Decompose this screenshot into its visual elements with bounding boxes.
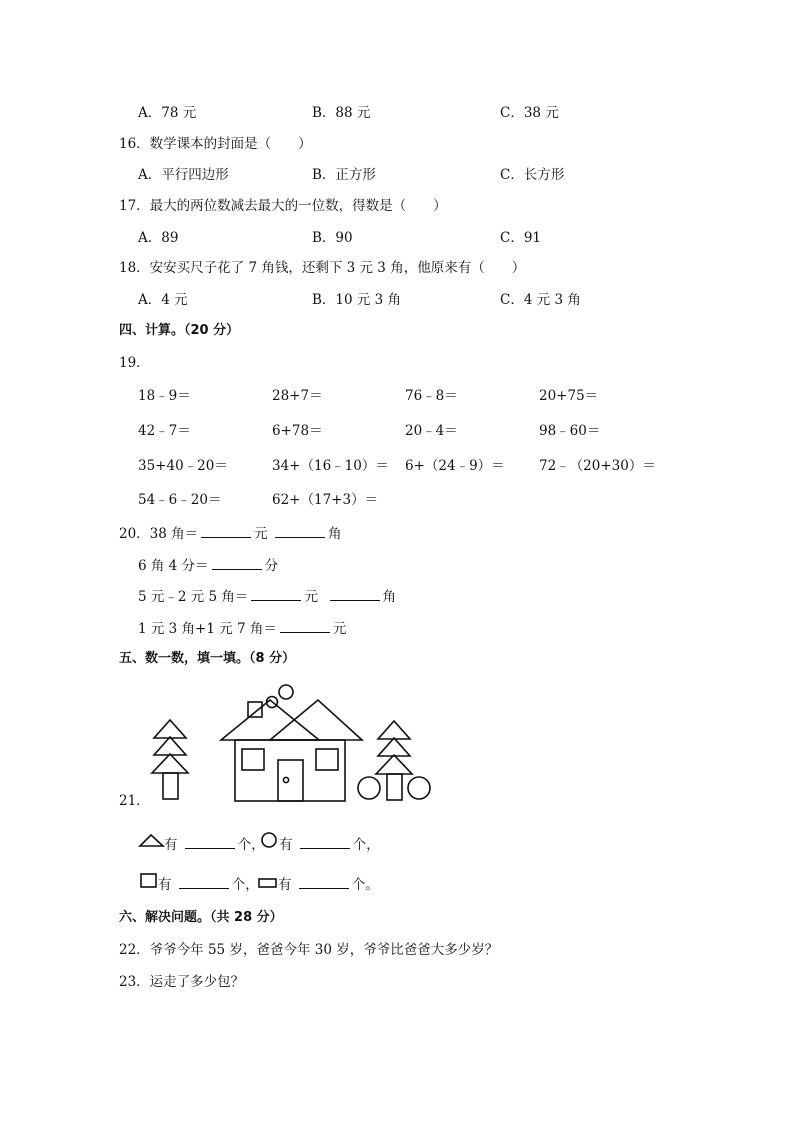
q19-r2-c4: 98﹣60＝: [539, 423, 601, 439]
q15-option-c: C．38 元: [500, 105, 559, 121]
circle-shape: [408, 777, 430, 799]
q18-stem: 18．安安买尺子花了 7 角钱，还剩下 3 元 3 角，他原来有（ ）: [119, 260, 526, 276]
q20-l2-end: 分: [264, 558, 279, 574]
q19-r2-c3: 20﹣4＝: [405, 423, 458, 439]
q18-option-a: A．4 元: [138, 292, 188, 308]
triangle-shape: [376, 755, 412, 774]
q21-line-2: [158, 876, 259, 894]
q21-label: 21．: [119, 793, 150, 809]
square-shape: [242, 749, 264, 770]
rect-count-unit: 个。: [351, 877, 379, 893]
q17-stem: 17．最大的两位数减去最大的一位数，得数是（ ）: [119, 198, 447, 214]
q20-l1-mid: 元: [254, 526, 268, 542]
q19-r2-c2: 6+78＝: [272, 423, 323, 439]
house: [221, 685, 362, 801]
q19-r2-c1: 42﹣7＝: [138, 423, 191, 439]
circle-shape: [358, 777, 380, 799]
q16-option-a: A．平行四边形: [138, 167, 229, 183]
q19-r3-c2: 34+（16﹣10）＝: [272, 458, 389, 474]
q15-option-a: A．78 元: [138, 105, 197, 121]
square-shape: [248, 702, 262, 717]
q16-option-c: C．长方形: [500, 167, 565, 183]
square-shape: [316, 749, 338, 770]
q19-r1-c1: 18﹣9＝: [138, 388, 191, 404]
q20-l3-mid: 元: [304, 589, 318, 605]
triangle-shape: [270, 700, 362, 740]
q20-l1-end: 角: [327, 526, 342, 542]
q18-option-c: C．4 元 3 角: [500, 292, 581, 308]
left-tree: [152, 720, 188, 799]
square-icon: [141, 874, 156, 887]
right-tree: [358, 721, 430, 800]
q16-stem: 16．数学课本的封面是（ ）: [119, 136, 312, 152]
q19-r3-c4: 72﹣（20+30）＝: [539, 458, 656, 474]
triangle-shape: [154, 737, 186, 755]
q19-r1-c4: 20+75＝: [539, 388, 599, 404]
q21-line-1b: [279, 836, 380, 854]
rectangle-icon: [259, 879, 276, 887]
q19-label: 19．: [119, 355, 150, 371]
circle-shape: [283, 777, 288, 782]
q19-r1-c3: 76﹣8＝: [405, 388, 458, 404]
q19-r1-c2: 28+7＝: [272, 388, 323, 404]
q21-line-2b: [278, 876, 379, 894]
q20-l4-end: 元: [332, 621, 347, 637]
rectangle-shape: [387, 774, 402, 800]
rect-count-label: 有: [278, 877, 292, 893]
q15-option-b: B．88 元: [312, 105, 371, 121]
triangle-shape: [378, 738, 410, 756]
circle-count-label: 有: [279, 837, 293, 853]
triangle-shape: [152, 754, 188, 773]
square-count-blank[interactable]: [179, 876, 229, 889]
triangle-icon: [140, 835, 163, 846]
q20-l1-pre: 20．38 角＝: [119, 526, 199, 542]
circle-count-blank[interactable]: [300, 836, 350, 849]
circle-count-unit: 个，: [352, 837, 380, 853]
section-4-heading: 四、计算。（20 分）: [119, 323, 240, 338]
q21-line-1: [164, 836, 265, 854]
q18-option-b: B．10 元 3 角: [312, 292, 402, 308]
q22-text: 22．爷爷今年 55 岁，爸爸今年 30 岁，爷爷比爸爸大多少岁？: [119, 942, 499, 958]
q17-option-c: C．91: [500, 230, 542, 246]
triangle-count-unit: 个，: [237, 837, 265, 853]
square-count-label: 有: [158, 877, 172, 893]
section-5-heading: 五、数一数，填一填。（8 分）: [119, 651, 296, 666]
q20-l3-end: 角: [382, 589, 397, 605]
square-count-unit: 个，: [231, 877, 259, 893]
rectangle-shape: [278, 760, 303, 801]
rectangle-shape: [163, 773, 178, 799]
q23-text: 23．运走了多少包？: [119, 974, 245, 990]
rect-count-blank[interactable]: [299, 876, 349, 889]
triangle-shape: [221, 700, 319, 740]
q19-r3-c1: 35+40﹣20＝: [138, 458, 228, 474]
q17-option-b: B．90: [312, 230, 353, 246]
q20-l4-pre: 1 元 3 角+1 元 7 角＝: [138, 621, 277, 637]
q16-option-b: B．正方形: [312, 167, 376, 183]
triangle-count-label: 有: [164, 837, 178, 853]
triangle-shape: [378, 721, 410, 739]
q19-r4-c1: 54﹣6﹣20＝: [138, 492, 222, 508]
q20-l2-pre: 6 角 4 分＝: [138, 558, 209, 574]
triangle-count-blank[interactable]: [185, 836, 235, 849]
q17-option-a: A．89: [138, 230, 179, 246]
section-6-heading: 六、解决问题。（共 28 分）: [119, 910, 283, 925]
q20-l3-pre: 5 元﹣2 元 5 角＝: [138, 589, 249, 605]
q19-r3-c3: 6+（24﹣9）＝: [405, 458, 505, 474]
triangle-shape: [154, 720, 186, 738]
circle-shape: [279, 685, 293, 699]
q19-r4-c2: 62+（17+3）＝: [272, 492, 379, 508]
